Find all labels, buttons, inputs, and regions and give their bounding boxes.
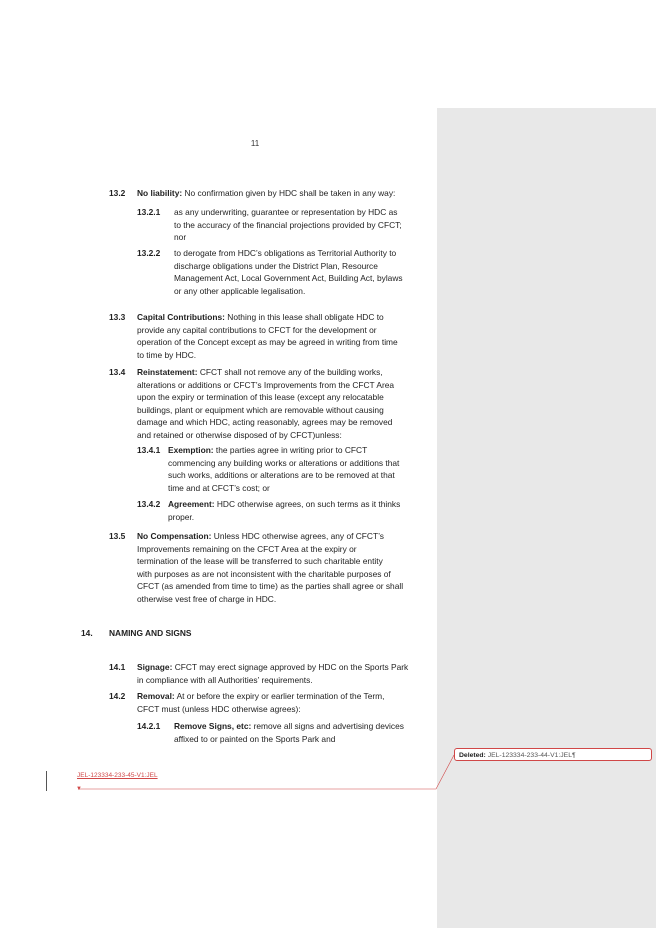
clause-13-4-1-line: commencing any building works or alterations or additions that xyxy=(168,457,400,468)
clause-13-4-first: CFCT shall not remove any of the building works, xyxy=(197,367,383,377)
deleted-value: JEL-123334-233-44-V1:JEL¶ xyxy=(485,752,576,759)
clause-13-4-1-title: Exemption: xyxy=(168,445,214,455)
clause-13-2-1-text xyxy=(174,206,402,244)
clause-13-4-2-line xyxy=(168,498,400,511)
clause-13-5-line: with purposes as are not inconsistent with the charitable purposes of xyxy=(137,568,391,579)
comment-pane xyxy=(437,108,656,928)
clause-14-1-line xyxy=(137,661,408,674)
clause-14-2-first: At or before the expiry or earlier termination of the Term, xyxy=(174,691,385,701)
clause-13-5-text xyxy=(137,530,403,606)
page-number: 11 xyxy=(250,139,260,148)
clause-13-2-title: No liability: xyxy=(137,188,183,198)
clause-13-3-line xyxy=(137,311,398,324)
clause-13-2-1-line: to the accuracy of the financial projections provided by CFCT; xyxy=(174,219,402,230)
section-14-heading: NAMING AND SIGNS xyxy=(109,628,192,638)
clause-13-2-number: 13.2 xyxy=(109,188,126,198)
clause-13-2-1-line: as any underwriting, guarantee or representation by HDC as xyxy=(174,207,398,217)
clause-13-4-2-first: HDC otherwise agrees, on such terms as it thinks xyxy=(214,499,401,509)
clause-14-1-line: in compliance with all Authorities’ requirements. xyxy=(137,674,313,685)
clause-13-4-line: alterations or additions or CFCT’s Improvements from the CFCT Area xyxy=(137,379,395,390)
clause-13-2-2-line: discharge obligations under the District Plan, Resource xyxy=(174,260,378,271)
clause-13-4-2-number: 13.4.2 xyxy=(137,499,161,509)
clause-14-1-number: 14.1 xyxy=(109,662,126,672)
clause-13-5-number: 13.5 xyxy=(109,531,126,541)
clause-13-5-title: No Compensation: xyxy=(137,531,212,541)
clause-13-4-line: damage and which HDC, acting reasonably, agrees may be removed xyxy=(137,417,393,428)
clause-14-2-1-first: remove all signs and advertising devices xyxy=(251,721,404,731)
clause-13-4-1-line xyxy=(168,444,399,457)
clause-14-2-line: CFCT must (unless HDC otherwise agrees): xyxy=(137,703,301,714)
clause-13-2-2-line: Management Act, Local Government Act, Building Act, bylaws xyxy=(174,273,403,284)
clause-13-4-2-line: proper. xyxy=(168,511,195,522)
clause-13-5-line: CFCT (as amended from time to time) as the parties shall agree or shall xyxy=(137,581,404,592)
clause-13-4-1-text xyxy=(168,444,399,494)
clause-13-2-2-text xyxy=(174,247,403,297)
clause-13-3-text xyxy=(137,311,398,361)
clause-13-4-line: and retained or otherwise disposed of by CFCT)unless: xyxy=(137,429,342,440)
comment-anchor-icon: ▼ xyxy=(76,786,82,792)
change-bar xyxy=(46,771,47,791)
clause-13-4-number: 13.4 xyxy=(109,367,126,377)
clause-13-3-line: operation of the Concept except as may be agreed in writing from time xyxy=(137,337,398,348)
clause-13-4-line: buildings, plant or equipment which are removable without causing xyxy=(137,404,384,415)
clause-14-1-title: Signage: xyxy=(137,662,173,672)
clause-14-2-text xyxy=(137,690,384,715)
clause-13-4-1-number: 13.4.1 xyxy=(137,445,161,455)
clause-14-2-number: 14.2 xyxy=(109,691,126,701)
clause-14-2-1-text xyxy=(174,720,404,745)
clause-13-4-text xyxy=(137,366,394,442)
clause-13-2-2-number: 13.2.2 xyxy=(137,248,161,258)
clause-14-2-1-title: Remove Signs, etc: xyxy=(174,721,252,731)
clause-13-5-line: termination of the lease will be transferred to such charitable entity xyxy=(137,556,383,567)
clause-13-4-1-line: such works, additions or alterations are to be removed at that xyxy=(168,470,395,481)
clause-13-3-line: provide any capital contributions to CFCT for the development or xyxy=(137,324,377,335)
clause-14-1-first: CFCT may erect signage approved by HDC on the Sports Park xyxy=(172,662,409,672)
footer-document-code: JEL-123334-233-45-V1:JEL xyxy=(77,772,158,779)
clause-13-4-line xyxy=(137,366,394,379)
clause-13-4-line: upon the expiry or termination of this lease (except any relocatable xyxy=(137,392,384,403)
deleted-label: Deleted: xyxy=(459,752,486,759)
clause-14-2-1-number: 14.2.1 xyxy=(137,721,161,731)
clause-13-2-2-line: to derogate from HDC’s obligations as Territorial Authority to xyxy=(174,248,397,258)
clause-14-2-1-line: affixed to or painted on the Sports Park and xyxy=(174,733,336,744)
clause-13-3-first: Nothing in this lease shall obligate HDC to xyxy=(224,312,384,322)
clause-13-2-body: No confirmation given by HDC shall be taken in any way: xyxy=(182,188,396,198)
clause-13-5-line xyxy=(137,530,403,543)
clause-13-5-first: Unless HDC otherwise agrees, any of CFCT’s xyxy=(211,531,384,541)
clause-14-2-title: Removal: xyxy=(137,691,175,701)
clause-13-3-number: 13.3 xyxy=(109,312,126,322)
clause-13-3-line: to time by HDC. xyxy=(137,349,197,360)
clause-13-4-title: Reinstatement: xyxy=(137,367,198,377)
clause-13-4-1-first: the parties agree in writing prior to CFCT xyxy=(213,445,368,455)
clause-13-5-line: Improvements remaining on the CFCT Area at the expiry or xyxy=(137,543,357,554)
clause-14-1-text xyxy=(137,661,408,686)
section-14-number: 14. xyxy=(81,628,93,638)
clause-13-5-line: otherwise vest free of charge in HDC. xyxy=(137,593,277,604)
clause-13-2-2-line: or any other applicable legalisation. xyxy=(174,285,306,296)
clause-13-4-2-text xyxy=(168,498,400,523)
clause-13-4-1-line: time and at CFCT’s cost; or xyxy=(168,482,270,493)
clause-13-2-text xyxy=(137,187,395,200)
clause-13-2-1-number: 13.2.1 xyxy=(137,207,161,217)
clause-14-2-1-line xyxy=(174,720,404,733)
deleted-comment-balloon[interactable] xyxy=(454,748,652,761)
clause-14-2-line xyxy=(137,690,384,703)
clause-13-3-title: Capital Contributions: xyxy=(137,312,225,322)
clause-13-4-2-title: Agreement: xyxy=(168,499,215,509)
clause-13-2-1-line: nor xyxy=(174,232,187,243)
